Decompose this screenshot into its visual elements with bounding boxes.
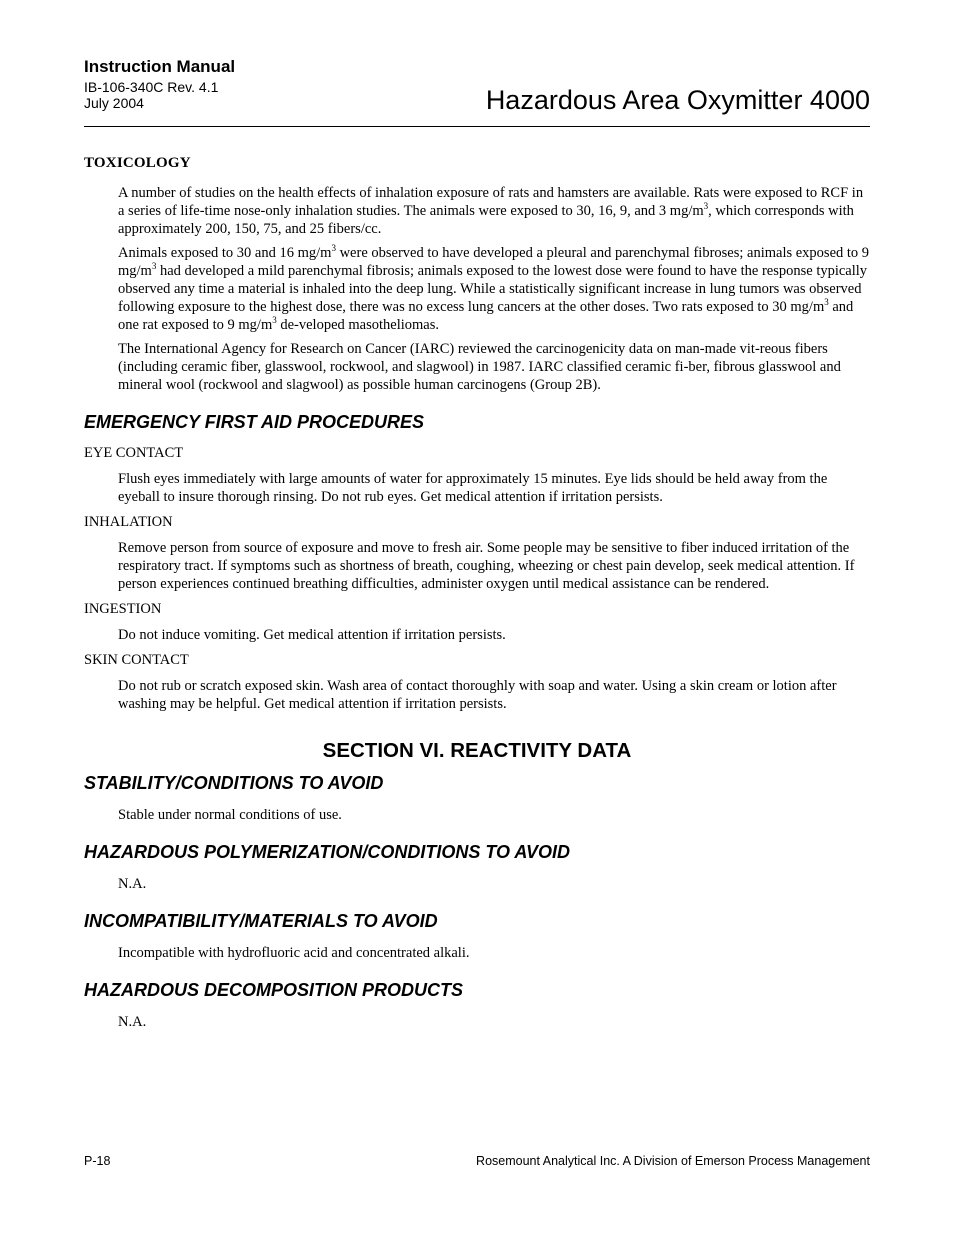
stability-text: Stable under normal conditions of use. bbox=[118, 807, 342, 823]
ingestion-text: Do not induce vomiting. Get medical attention if irritation persists. bbox=[118, 627, 506, 643]
incompatibility-heading: INCOMPATIBILITY/MATERIALS TO AVOID bbox=[84, 911, 438, 931]
skin-contact-heading: SKIN CONTACT bbox=[84, 652, 189, 668]
manual-title: Instruction Manual bbox=[84, 57, 236, 76]
page-number: P-18 bbox=[84, 1154, 111, 1168]
polymerization-heading: HAZARDOUS POLYMERIZATION/CONDITIONS TO AVOID bbox=[84, 842, 570, 862]
first-aid-heading: EMERGENCY FIRST AID PROCEDURES bbox=[84, 412, 425, 432]
eye-contact-text: Flush eyes immediately with large amounts of water for approximately 15 minutes. Eye lids should be held away from the eyeball to insure thorough rinsing. Do not rub eyes. Get medical attention if irritation persists. bbox=[118, 471, 828, 505]
page-content bbox=[84, 155, 870, 1037]
inhalation-heading: INHALATION bbox=[84, 514, 173, 530]
product-title: Hazardous Area Oxymitter 4000 bbox=[485, 85, 870, 115]
skin-contact-text: Do not rub or scratch exposed skin. Wash area of contact thoroughly with soap and water. Using a skin cream or lotion after washing may be helpful. Get medical attention if irritation persists. bbox=[118, 678, 837, 712]
toxicology-heading: TOXICOLOGY bbox=[84, 155, 191, 171]
decomposition-heading: HAZARDOUS DECOMPOSITION PRODUCTS bbox=[84, 980, 464, 1000]
inhalation-text: Remove person from source of exposure and move to fresh air. Some people may be sensitive to fiber induced irritation of the respiratory tract. If symptoms such as shortness of breath, coughing, wheezing or chest pain develop, seek medical attention. If person experiences continued breathing difficulties, administer oxygen until medical assistance can be rendered. bbox=[118, 540, 855, 592]
toxicology-paragraph-2: Animals exposed to 30 and 16 $mg/m^3$ were observed to have developed a pleural and parenchymal fibroses; animals exposed to 9 $mg/m^3$ had developed a mild parenchymal fibrosis; animals exposed to the lowest dose were found to have the response typically observed any time a material is inhaled into the deep lung. While a statistically significant increase in lung tumors was observed following exposure to the highest dose, there was no excess lung cancers at the other doses. Two rats exposed to 30 $mg/m^3$ and one rat exposed to 9 $mg/m^3$ de-veloped masotheliomas. bbox=[118, 243, 870, 333]
toxicology-paragraph-1: A number of studies on the health effects of inhalation exposure of rats and hamsters are available. Rats were exposed to RCF in a series of life-time nose-only inhalation studies. The animals were exposed to 30, 16, 9, and 3 $mg/m^3$, which corresponds with approximately 200, 150, 75, and 25 fibers/cc. bbox=[118, 185, 864, 237]
eye-contact-heading: EYE CONTACT bbox=[84, 445, 184, 461]
incompatibility-text: Incompatible with hydrofluoric acid and concentrated alkali. bbox=[118, 945, 470, 961]
header-divider bbox=[84, 126, 870, 127]
ingestion-heading: INGESTION bbox=[84, 601, 162, 617]
footer-company: Rosemount Analytical Inc. A Division of Emerson Process Management bbox=[476, 1154, 870, 1168]
document-date: July 2004 bbox=[84, 95, 144, 111]
document-number: IB-106-340C Rev. 4.1 bbox=[84, 79, 219, 95]
decomposition-text: N.A. bbox=[118, 1014, 147, 1030]
toxicology-paragraph-3: The International Agency for Research on Cancer (IARC) reviewed the carcinogenicity data on man-made vit-reous fibers (including ceramic fiber, glasswool, rockwool, and slagwool) in 1987. IARC classified ceramic fi-ber, fibrous glasswool and mineral wool (rockwool and slagwool) as possible human carcinogens (Group 2B). bbox=[118, 341, 841, 393]
stability-heading: STABILITY/CONDITIONS TO AVOID bbox=[84, 773, 384, 793]
section-title: SECTION VI. REACTIVITY DATA bbox=[322, 739, 632, 762]
polymerization-text: N.A. bbox=[118, 876, 147, 892]
